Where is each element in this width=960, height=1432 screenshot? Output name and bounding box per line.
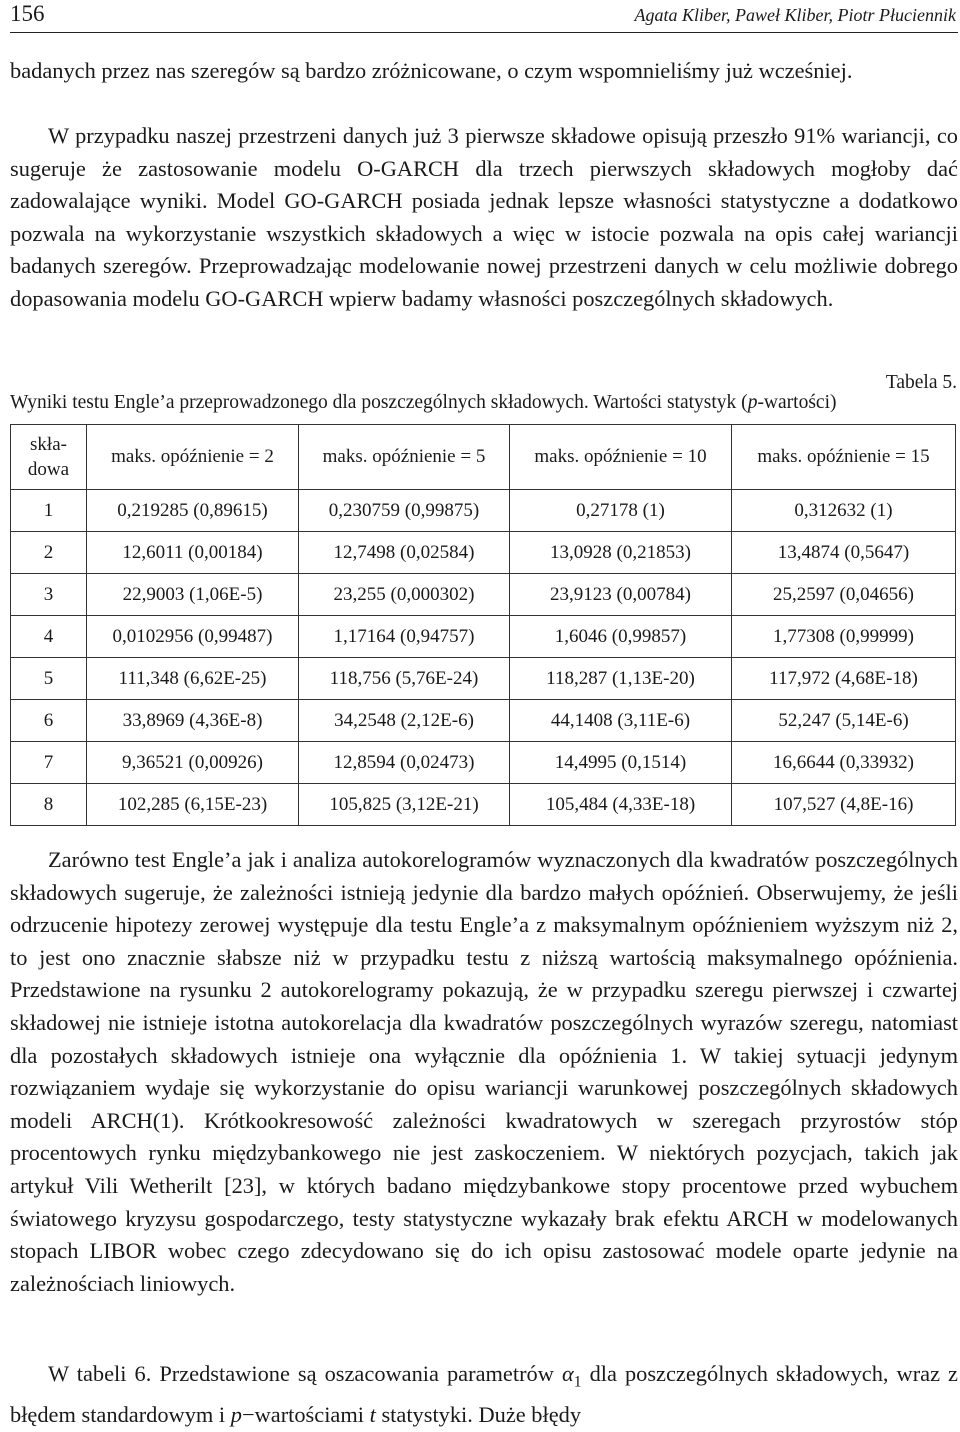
table-row: [11, 532, 956, 574]
table-header-lag-15: maks. opóźnienie = 15: [732, 425, 956, 490]
table-row: [11, 700, 956, 742]
table-caption-p: p: [747, 392, 758, 413]
table-cell: 102,285 (6,15E-23): [87, 784, 299, 826]
p4-mid: dla poszczególnych składowych, wraz z błędem standardowym i: [10, 1361, 958, 1428]
table-cell: 6: [11, 700, 87, 742]
table-cell: 16,6644 (0,33932): [732, 742, 956, 784]
table-cell: 1,77308 (0,99999): [732, 616, 956, 658]
paragraph-table6-intro: [10, 1358, 958, 1432]
table-cell: 117,972 (4,68E-18): [732, 658, 956, 700]
table-cell: 0,230759 (0,99875): [299, 490, 510, 532]
table-row: [11, 490, 956, 532]
table-cell: 0,27178 (1): [510, 490, 732, 532]
table-cell: 105,484 (4,33E-18): [510, 784, 732, 826]
table-cell: 13,4874 (0,5647): [732, 532, 956, 574]
table-cell: 0,312632 (1): [732, 490, 956, 532]
table-cell: 33,8969 (4,36E-8): [87, 700, 299, 742]
table-cell: 44,1408 (3,11E-6): [510, 700, 732, 742]
table-row: [11, 742, 956, 784]
header-component-line2: dowa: [27, 459, 70, 480]
table-cell: 12,8594 (0,02473): [299, 742, 510, 784]
table-cell: 105,825 (3,12E-21): [299, 784, 510, 826]
table-header-lag-5: maks. opóźnienie = 5: [299, 425, 510, 490]
table-cell: 52,247 (5,14E-6): [732, 700, 956, 742]
table-cell: 5: [11, 658, 87, 700]
table-cell: 0,0102956 (0,99487): [87, 616, 299, 658]
table-cell: 3: [11, 574, 87, 616]
table-cell: 0,219285 (0,89615): [87, 490, 299, 532]
table-cell: 12,7498 (0,02584): [299, 532, 510, 574]
table-header-lag-10: maks. opóźnienie = 10: [510, 425, 732, 490]
table-header-lag-2: maks. opóźnienie = 2: [87, 425, 299, 490]
table-cell: 1: [11, 490, 87, 532]
table-caption: [10, 390, 958, 416]
running-header: [10, 0, 958, 33]
table-cell: 14,4995 (0,1514): [510, 742, 732, 784]
running-head-authors: Agata Kliber, Paweł Kliber, Piotr Płuciennik: [634, 5, 956, 25]
table-row: [11, 574, 956, 616]
p-symbol: p: [230, 1402, 242, 1428]
table-cell: 1,17164 (0,94757): [299, 616, 510, 658]
table-header-row: [11, 425, 956, 490]
table-cell: 107,527 (4,8E-16): [732, 784, 956, 826]
table-number: Tabela 5.: [885, 372, 957, 393]
table-cell: 22,9003 (1,06E-5): [87, 574, 299, 616]
table-row: [11, 616, 956, 658]
table-cell: 8: [11, 784, 87, 826]
paragraph-intro: badanych przez nas szeregów są bardzo zróżnicowane, o czym wspomnieliśmy już wcześniej.: [10, 58, 853, 83]
t-symbol: t: [369, 1402, 376, 1428]
table-cell: 9,36521 (0,00926): [87, 742, 299, 784]
paragraph-data-space: W przypadku naszej przestrzeni danych już 3 pierwsze składowe opisują przeszło 91% wariancji, co sugeruje że zastosowanie modelu O-GARCH dla trzech pierwszych składowych mogłoby dać zadowalające wyniki. Model GO-GARCH posiada jednak lepsze własności statystyczne a dodatkowo pozwala na wykorzystanie wszystkich składowych a więc w istocie pozwala na opis całej wariancji badanych szeregów. Przeprowadzając modelowanie nowej przestrzeni danych w celu możliwie dobrego dopasowania modelu GO-GARCH wpierw badamy własności poszczególnych składowych.: [10, 123, 958, 311]
table-cell: 111,348 (6,62E-25): [87, 658, 299, 700]
table-cell: 118,756 (5,76E-24): [299, 658, 510, 700]
table-caption-end: -wartości): [757, 392, 837, 413]
p4-start: W tabeli 6. Przedstawione są oszacowania parametrów: [48, 1361, 562, 1386]
p4-end: statystyki. Duże błędy: [375, 1402, 582, 1428]
table-header-component: [11, 425, 87, 490]
table-row: [11, 658, 956, 700]
alpha-subscript: 1: [573, 1373, 582, 1391]
table-cell: 23,9123 (0,00784): [510, 574, 732, 616]
page-number: 156: [10, 1, 45, 26]
table-cell: 4: [11, 616, 87, 658]
table-cell: 118,287 (1,13E-20): [510, 658, 732, 700]
table-caption-start: Wyniki testu Engle’a przeprowadzonego dla poszczególnych składowych. Wartości statystyk (: [10, 392, 748, 413]
table-cell: 12,6011 (0,00184): [87, 532, 299, 574]
table-cell: 23,255 (0,000302): [299, 574, 510, 616]
paragraph-discussion: Zarówno test Engle’a jak i analiza autokorelogramów wyznaczonych dla kwadratów poszczególnych składowych sugeruje, że zależności istnieją jedynie dla bardzo małych opóźnień. Obserwujemy, że jeśli odrzucenie hipotezy zerowej występuje dla testu Engle’a z maksymalnym opóźnieniem wyższym niż 2, to jest ono znacznie słabsze niż w przypadku testu z niższą wartością maksymalnego opóźnienia. Przedstawione na rysunku 2 autokorelogramy pokazują, że w przypadku szeregu pierwszej i czwartej składowej nie istnieje istotna autokorelacja dla kwadratów poszczególnych wyrazów szeregu, natomiast dla pozostałych składowych istnieje ona wyłącznie dla opóźnienia 1. W takiej sytuacji jedynym rozwiązaniem wydaje się wykorzystanie do opisu wariancji warunkowej poszczególnych składowych modeli ARCH(1). Krótkookresowość zależności kwadratowych w szeregach przyrostów stóp procentowych rynku międzybankowego nie jest zaskoczeniem. W niektórych pozycjach, takich jak artykuł Vili Wetherilt [23], w których badano międzybankowe stopy procentowe przed wybuchem światowego kryzysu gospodarczego, testy statystyczne wykazały brak efektu ARCH w modelowanych stopach LIBOR wobec czego zdecydowano się do ich opisu zastosować modele oparte jedynie na zależnościach liniowych.: [10, 847, 958, 1296]
header-component-line1: skła-: [30, 434, 67, 455]
table-cell: 7: [11, 742, 87, 784]
alpha-symbol: α: [561, 1361, 574, 1386]
engle-test-table: [10, 424, 956, 826]
p4-mid2: −wartościami: [241, 1402, 370, 1428]
table-row: [11, 784, 956, 826]
table-cell: 2: [11, 532, 87, 574]
table-cell: 13,0928 (0,21853): [510, 532, 732, 574]
table-cell: 34,2548 (2,12E-6): [299, 700, 510, 742]
table-cell: 25,2597 (0,04656): [732, 574, 956, 616]
table-cell: 1,6046 (0,99857): [510, 616, 732, 658]
